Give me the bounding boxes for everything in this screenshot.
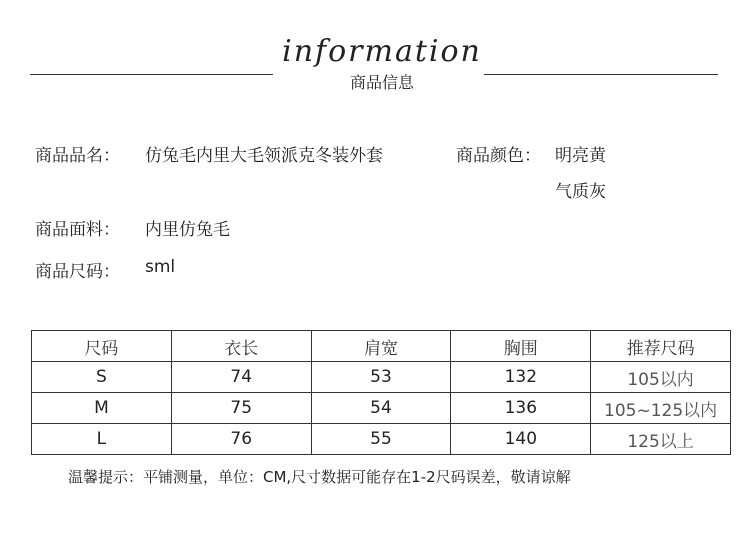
header-length: 衣长 bbox=[171, 331, 311, 362]
measurement-notice: 温馨提示：平铺测量，单位：CM,尺寸数据可能存在1-2尺码误差，敬请谅解 bbox=[68, 468, 571, 486]
product-size-value: sml bbox=[145, 257, 176, 277]
product-name-label: 商品品名： bbox=[35, 146, 120, 166]
product-color-value-1: 明亮黄 bbox=[555, 146, 606, 166]
cell-size: S bbox=[32, 362, 172, 393]
cell-shoulder: 55 bbox=[311, 424, 451, 455]
cell-recommended: 105~125以内 bbox=[591, 393, 731, 424]
cell-size: M bbox=[32, 393, 172, 424]
cell-chest: 136 bbox=[451, 393, 591, 424]
header-recommended: 推荐尺码 bbox=[591, 331, 731, 362]
size-table-header-row bbox=[32, 331, 731, 362]
cell-length: 74 bbox=[171, 362, 311, 393]
cell-chest: 132 bbox=[451, 362, 591, 393]
table-row bbox=[32, 362, 731, 393]
header-size: 尺码 bbox=[32, 331, 172, 362]
product-name-value: 仿兔毛内里大毛领派克冬装外套 bbox=[145, 146, 383, 166]
cell-chest: 140 bbox=[451, 424, 591, 455]
header-shoulder: 肩宽 bbox=[311, 331, 451, 362]
product-color-value-2: 气质灰 bbox=[555, 182, 606, 202]
header-divider-right bbox=[484, 74, 718, 75]
product-color-label: 商品颜色： bbox=[456, 146, 541, 166]
cell-shoulder: 54 bbox=[311, 393, 451, 424]
header-chest: 胸围 bbox=[451, 331, 591, 362]
section-title: 商品信息 bbox=[349, 73, 414, 92]
table-row bbox=[32, 393, 731, 424]
table-row bbox=[32, 424, 731, 455]
size-table bbox=[31, 330, 731, 455]
product-size-label: 商品尺码： bbox=[35, 262, 120, 282]
cell-shoulder: 53 bbox=[311, 362, 451, 393]
script-title: information bbox=[282, 34, 482, 69]
cell-length: 76 bbox=[171, 424, 311, 455]
cell-recommended: 125以上 bbox=[591, 424, 731, 455]
product-fabric-label: 商品面料： bbox=[35, 220, 120, 240]
cell-size: L bbox=[32, 424, 172, 455]
cell-length: 75 bbox=[171, 393, 311, 424]
product-fabric-value: 内里仿兔毛 bbox=[145, 220, 230, 240]
cell-recommended: 105以内 bbox=[591, 362, 731, 393]
header-divider-left bbox=[30, 74, 273, 75]
